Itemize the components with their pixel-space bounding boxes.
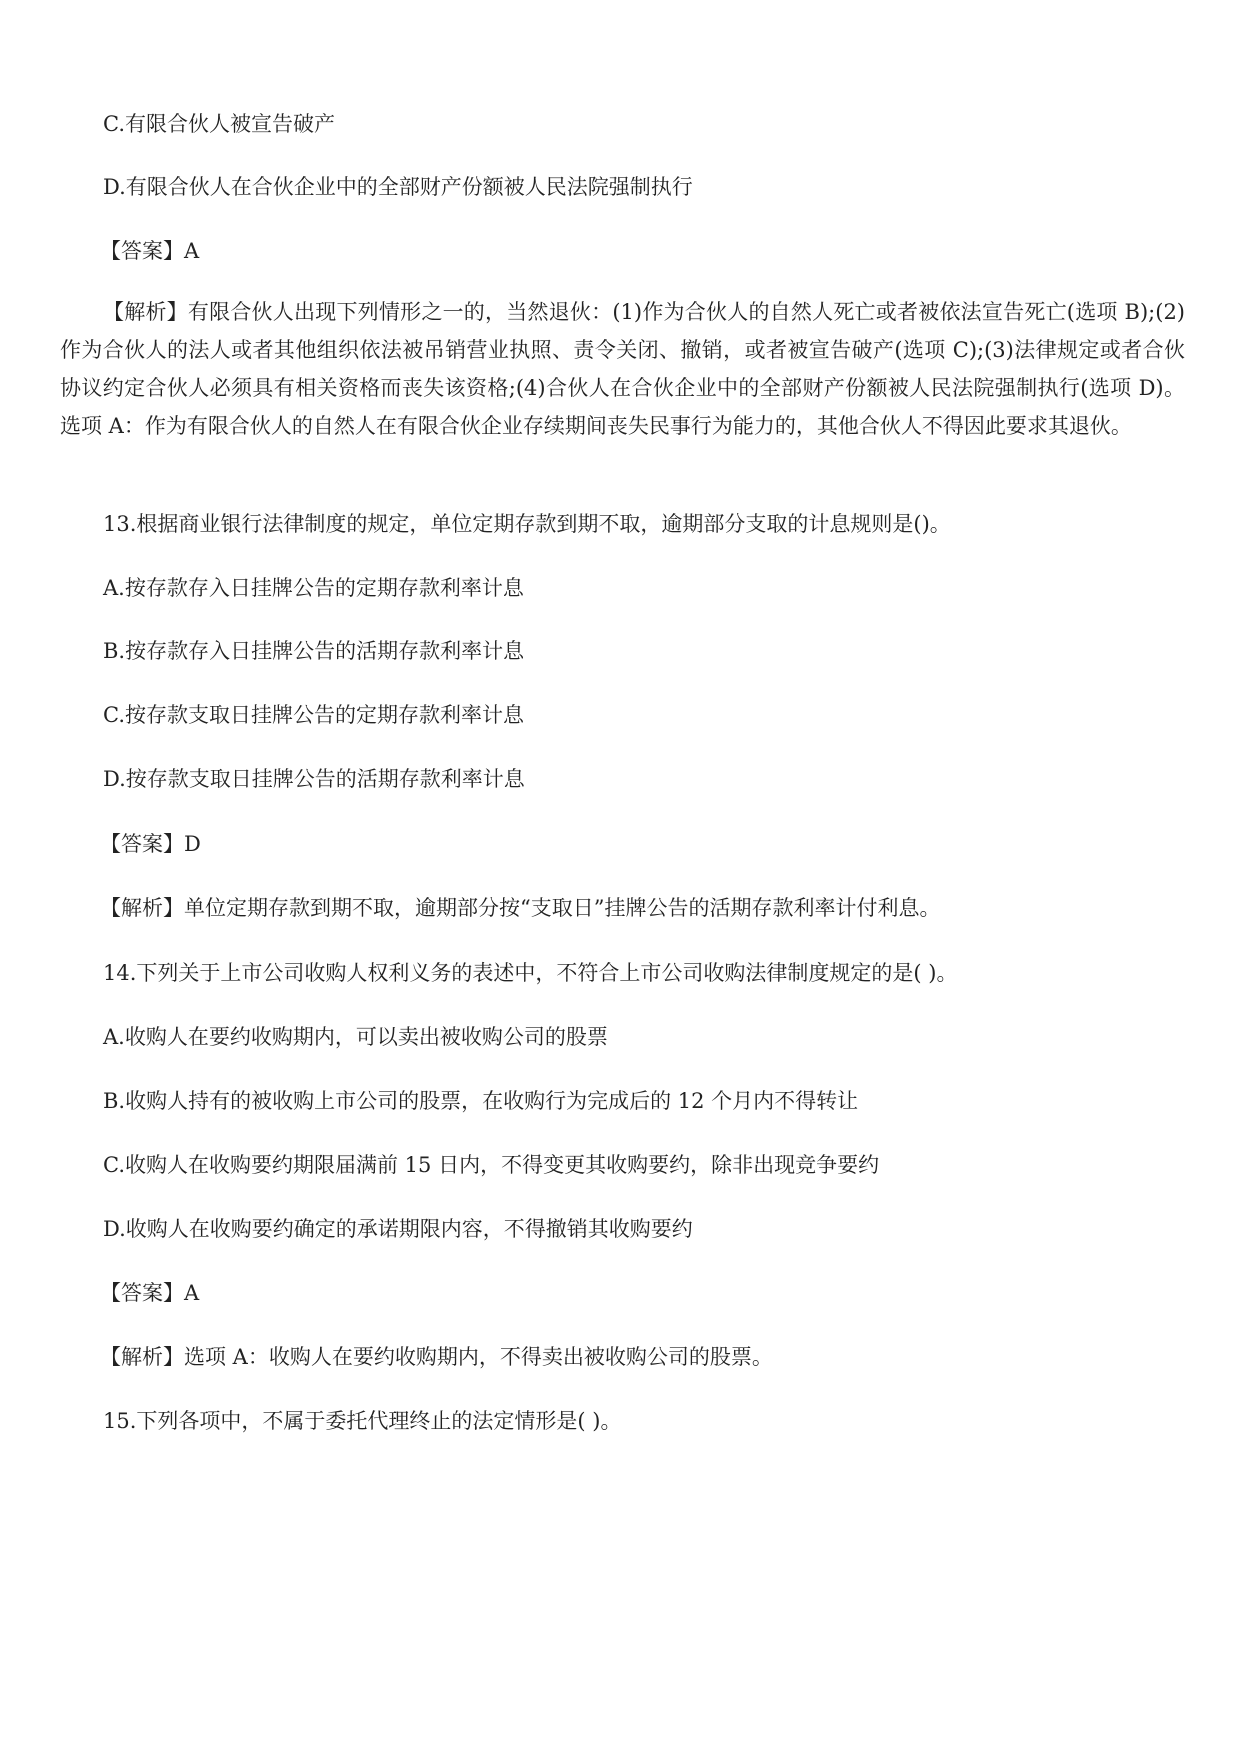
q13-option-b: B.按存款存入日挂牌公告的活期存款利率计息 bbox=[103, 639, 525, 663]
q13-option-d: D.按存款支取日挂牌公告的活期存款利率计息 bbox=[103, 767, 525, 791]
q13-question: 13.根据商业银行法律制度的规定，单位定期存款到期不取，逾期部分支取的计息规则是()。 bbox=[103, 512, 951, 536]
q14-answer: 【答案】A bbox=[100, 1281, 200, 1305]
q12-analysis: 【解析】有限合伙人出现下列情形之一的，当然退伙：(1)作为合伙人的自然人死亡或者被依法宣告死亡(选项 B);(2)作为合伙人的法人或者其他组织依法被吊销营业执照、责令关闭、撤销，或者被宣告破产(选项 C);(3)法律规定或者合伙协议约定合伙人必须具有相关资格而丧失该资格;(4)合伙人在合伙企业中的全部财产份额被人民法院强制执行(选项 D)。选项 A：作为有限合伙人的自然人在有限合伙企业存续期间丧失民事行为能力的，其他合伙人不得因此要求其退伙。 bbox=[60, 300, 1185, 438]
q14-option-b: B.收购人持有的被收购上市公司的股票，在收购行为完成后的 12 个月内不得转让 bbox=[103, 1089, 859, 1113]
q13-option-a: A.按存款存入日挂牌公告的定期存款利率计息 bbox=[103, 576, 524, 600]
q15-question: 15.下列各项中，不属于委托代理终止的法定情形是( )。 bbox=[103, 1409, 622, 1433]
q14-option-c: C.收购人在收购要约期限届满前 15 日内，不得变更其收购要约，除非出现竞争要约 bbox=[103, 1153, 880, 1177]
q14-analysis: 【解析】选项 A：收购人在要约收购期内，不得卖出被收购公司的股票。 bbox=[100, 1345, 773, 1369]
q12-option-c: C.有限合伙人被宣告破产 bbox=[103, 112, 335, 136]
q13-analysis: 【解析】单位定期存款到期不取，逾期部分按“支取日”挂牌公告的活期存款利率计付利息。 bbox=[100, 896, 941, 920]
q12-option-d: D.有限合伙人在合伙企业中的全部财产份额被人民法院强制执行 bbox=[103, 175, 693, 199]
q14-question: 14.下列关于上市公司收购人权利义务的表述中，不符合上市公司收购法律制度规定的是( )。 bbox=[103, 961, 958, 985]
q14-option-d: D.收购人在收购要约确定的承诺期限内容，不得撤销其收购要约 bbox=[103, 1217, 693, 1241]
q14-option-a: A.收购人在要约收购期内，可以卖出被收购公司的股票 bbox=[103, 1025, 608, 1049]
q13-answer: 【答案】D bbox=[100, 832, 201, 856]
q12-answer: 【答案】A bbox=[100, 239, 200, 263]
q13-option-c: C.按存款支取日挂牌公告的定期存款利率计息 bbox=[103, 703, 524, 727]
